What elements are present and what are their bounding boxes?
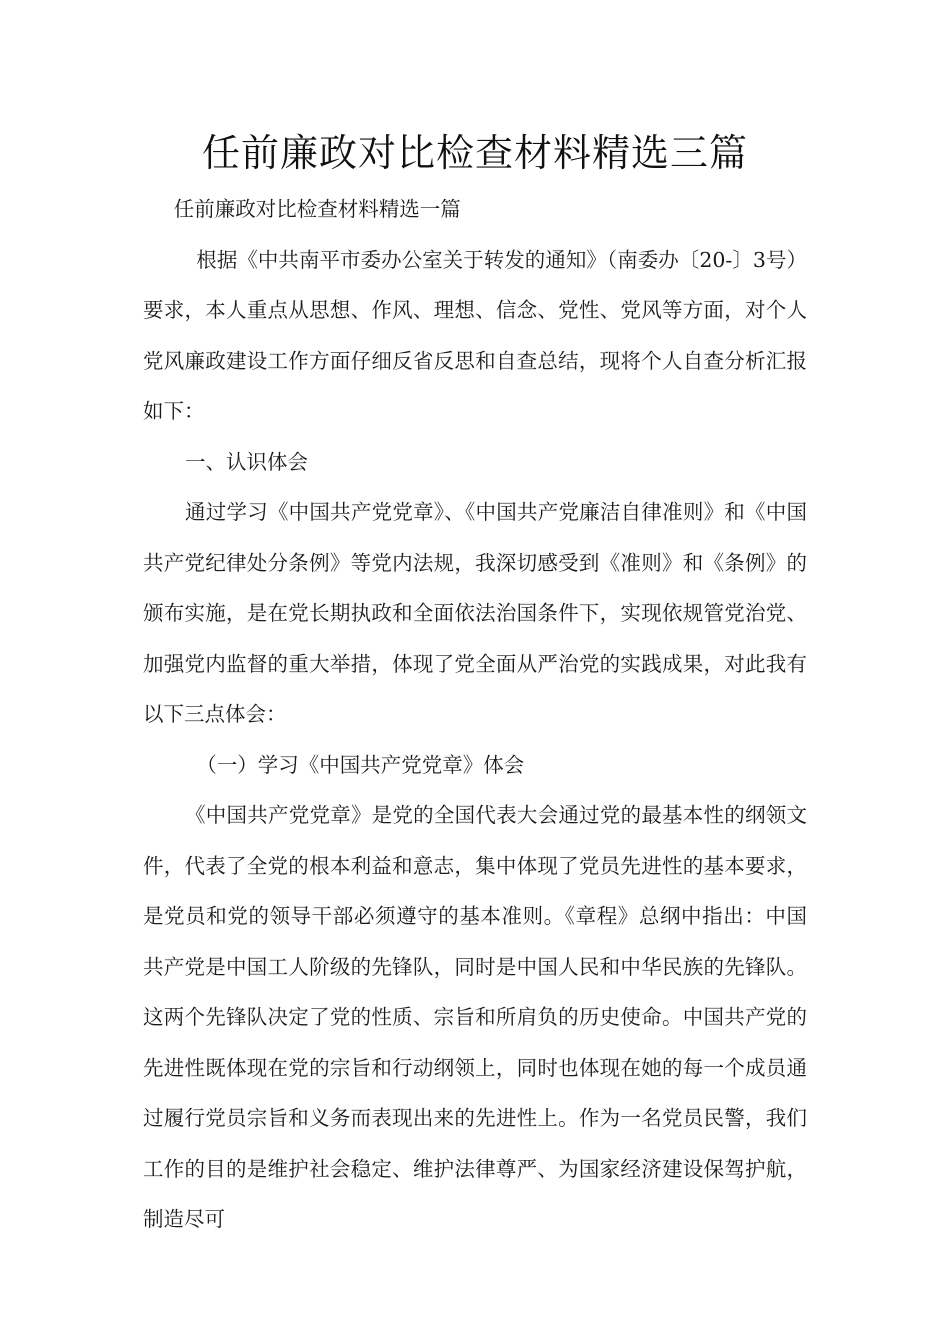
section-heading-1: 一、认识体会 — [185, 449, 309, 474]
paragraph-understanding: 通过学习《中国共产党党章》、《中国共产党廉洁自律准则》和《中国共产党纪律处分条例》等党内法规，我深切感受到《准则》和《条例》的颁布实施，是在党长期执政和全面依法治国条件下，实现依规管党治党、加强党内监督的重大举措，体现了党全面从严治党的实践成果，对此我有以下三点体会： — [143, 500, 807, 726]
document-title: 任前廉政对比检查材料精选三篇 — [201, 131, 748, 175]
document-subtitle: 任前廉政对比检查材料精选一篇 — [173, 197, 461, 221]
subsection-heading-1: （一）学习《中国共产党党章》体会 — [196, 752, 525, 777]
document-body — [143, 184, 807, 1245]
paragraph-intro: 根据《中共南平市委办公室关于转发的通知》（南委办〔20-〕3号）要求，本人重点从思想、作风、理想、信念、党性、党风等方面，对个人党风廉政建设工作方面仔细反省反思和自查总结，现将个人自查分析汇报如下： — [143, 247, 807, 423]
paragraph-party-constitution: 《中国共产党党章》是党的全国代表大会通过党的最基本性的纲领文件，代表了全党的根本利益和意志，集中体现了党员先进性的基本要求，是党员和党的领导干部必须遵守的基本准则。《章程》总纲中指出：中国共产党是中国工人阶级的先锋队，同时是中国人民和中华民族的先锋队。这两个先锋队决定了党的性质、宗旨和所肩负的历史使命。中国共产党的先进性既体现在党的宗旨和行动纲领上，同时也体现在她的每一个成员通过履行党员宗旨和义务而表现出来的先进性上。作为一名党员民警，我们工作的目的是维护社会稳定、维护法律尊严、为国家经济建设保驾护航，制造尽可 — [143, 803, 807, 1231]
